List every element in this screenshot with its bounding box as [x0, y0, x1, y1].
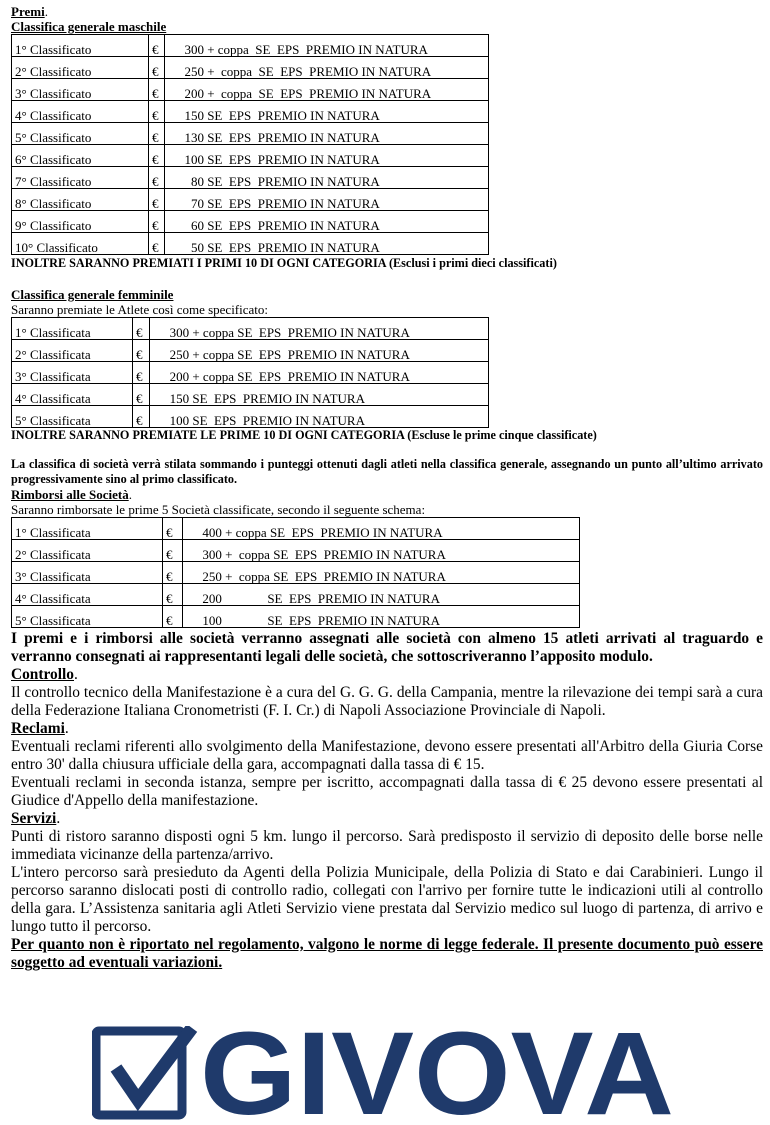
givova-logo-graphic [92, 1026, 678, 1120]
cell-val: 300 + coppa SE EPS PREMIO IN NATURA [165, 35, 489, 57]
table-row [12, 518, 580, 540]
societa-paragraph: La classifica di società verrà stilata sommando i punteggi ottenuti dagli atleti nella classifica generale, assegnando un punto all’ultimo arrivato progressivamente sino al primo classificato. [11, 457, 763, 486]
cell-cur: € [163, 518, 183, 540]
cell-pos: 8° Classificato [12, 189, 149, 211]
logo-wordmark: GIVOVA [200, 1026, 674, 1120]
cell-pos: 4° Classificato [12, 101, 149, 123]
table-row [12, 384, 489, 406]
cell-pos: 1° Classificato [12, 35, 149, 57]
table-row [12, 233, 489, 255]
cell-val: 200 + coppa SE EPS PREMIO IN NATURA [165, 79, 489, 101]
premi-societa-paragraph: I premi e i rimborsi alle società verranno assegnati alle società con almeno 15 atleti arrivati al traguardo e verranno consegnati ai rappresentanti legali delle società, che sottoscriveranno l’apposito modulo. [11, 630, 763, 665]
cell-pos: 3° Classificata [12, 562, 163, 584]
cell-val: 200 + coppa SE EPS PREMIO IN NATURA [150, 362, 489, 384]
servizi-paragraph-1: Punti di ristoro saranno disposti ogni 5 km. lungo il percorso. Sarà predisposto il servizio di deposito delle borse nelle immediata vicinanze della partenza/arrivo. [11, 828, 763, 863]
table-row [12, 211, 489, 233]
table-row [12, 362, 489, 384]
givova-logo [92, 1026, 678, 1120]
cell-cur: € [133, 318, 150, 340]
cell-val: 400 + coppa SE EPS PREMIO IN NATURA [183, 518, 580, 540]
table-row [12, 584, 580, 606]
femminile-title: Classifica generale femminile [11, 287, 174, 302]
cell-pos: 3° Classificata [12, 362, 133, 384]
maschile-title: Classifica generale maschile [11, 19, 167, 34]
servizi-paragraph-2: L'intero percorso sarà presieduto da Agenti della Polizia Municipale, della Polizia di Stato e dai Carabinieri. Lungo il percorso saranno dislocati posti di controllo radio, collegati con l'arrivo per fornire tutte le indicazioni utili al controllo della gara. L’Assistenza sanitaria agli Atleti Servizio viene prestata dal Servizio medico sul luogo di partenza, di arrivo e lungo tutto il percorso. [11, 864, 763, 935]
reclami-paragraph-1: Eventuali reclami riferenti allo svolgimento della Manifestazione, devono essere presentati all'Arbitro della Giuria Corse entro 30' dalla chiusura ufficiale della gara, accompagnati dalla tassa di € 15. [11, 738, 763, 773]
cell-val: 300 + coppa SE EPS PREMIO IN NATURA [183, 540, 580, 562]
controllo-paragraph: Il controllo tecnico della Manifestazione è a cura del G. G. G. della Campania, mentre la rilevazione dei tempi sarà a cura della Federazione Italiana Cronometristi (F. I. Cr.) di Napoli Associazione Provinciale di Napoli. [11, 684, 763, 719]
cell-pos: 10° Classificato [12, 233, 149, 255]
cell-cur: € [163, 540, 183, 562]
rimborsi-prize-table [11, 517, 580, 628]
cell-pos: 5° Classificata [12, 406, 133, 428]
cell-pos: 5° Classificato [12, 123, 149, 145]
cell-val: 100 SE EPS PREMIO IN NATURA [165, 145, 489, 167]
femminile-intro: Saranno premiate le Atlete così come specificato: [11, 302, 269, 317]
table-row [12, 57, 489, 79]
cell-cur: € [149, 189, 165, 211]
table-row [12, 406, 489, 428]
table-row [12, 145, 489, 167]
cell-cur: € [133, 406, 150, 428]
cell-pos: 5° Classificata [12, 606, 163, 628]
cell-val: 70 SE EPS PREMIO IN NATURA [165, 189, 489, 211]
body-text [11, 630, 763, 972]
cell-val: 200 SE EPS PREMIO IN NATURA [183, 584, 580, 606]
table-row [12, 540, 580, 562]
table-row [12, 123, 489, 145]
cell-cur: € [149, 101, 165, 123]
cell-pos: 2° Classificata [12, 340, 133, 362]
cell-val: 150 SE EPS PREMIO IN NATURA [150, 384, 489, 406]
cell-pos: 4° Classificata [12, 584, 163, 606]
cell-val: 150 SE EPS PREMIO IN NATURA [165, 101, 489, 123]
cell-val: 250 + coppa SE EPS PREMIO IN NATURA [150, 340, 489, 362]
femminile-note: INOLTRE SARANNO PREMIATE LE PRIME 10 DI OGNI CATEGORIA (Escluse le prime cinque classificate) [11, 428, 597, 442]
cell-pos: 1° Classificata [12, 518, 163, 540]
maschile-note: INOLTRE SARANNO PREMIATI I PRIMI 10 DI OGNI CATEGORIA (Esclusi i primi dieci classificati) [11, 256, 557, 270]
table-row [12, 189, 489, 211]
table-row [12, 606, 580, 628]
table-row [12, 318, 489, 340]
cell-cur: € [163, 606, 183, 628]
reclami-paragraph-2: Eventuali reclami in seconda istanza, sempre per iscritto, accompagnati dalla tassa di € 25 devono essere presentati al Giudice d'Appello della manifestazione. [11, 774, 763, 809]
cell-pos: 2° Classificato [12, 57, 149, 79]
cell-cur: € [149, 79, 165, 101]
cell-cur: € [149, 167, 165, 189]
cell-cur: € [149, 145, 165, 167]
cell-val: 250 + coppa SE EPS PREMIO IN NATURA [165, 57, 489, 79]
maschile-prize-table [11, 34, 489, 255]
cell-cur: € [133, 340, 150, 362]
cell-cur: € [133, 362, 150, 384]
table-row [12, 101, 489, 123]
document-page [11, 4, 763, 972]
cell-cur: € [149, 35, 165, 57]
cell-cur: € [149, 123, 165, 145]
femminile-prize-table [11, 317, 489, 428]
cell-cur: € [149, 233, 165, 255]
cell-pos: 2° Classificata [12, 540, 163, 562]
cell-val: 80 SE EPS PREMIO IN NATURA [165, 167, 489, 189]
table-row [12, 167, 489, 189]
servizi-heading: Servizi. [11, 810, 61, 827]
cell-cur: € [163, 584, 183, 606]
cell-cur: € [149, 211, 165, 233]
cell-cur: € [133, 384, 150, 406]
premi-heading: Premi. [11, 4, 48, 19]
cell-pos: 3° Classificato [12, 79, 149, 101]
controllo-heading: Controllo. [11, 666, 78, 683]
cell-cur: € [149, 57, 165, 79]
table-row [12, 79, 489, 101]
rimborsi-heading: Rimborsi alle Società. [11, 487, 132, 502]
table-row [12, 35, 489, 57]
cell-val: 250 + coppa SE EPS PREMIO IN NATURA [183, 562, 580, 584]
cell-pos: 1° Classificata [12, 318, 133, 340]
rimborsi-intro: Saranno rimborsate le prime 5 Società classificate, secondo il seguente schema: [11, 502, 426, 517]
cell-pos: 7° Classificato [12, 167, 149, 189]
cell-val: 50 SE EPS PREMIO IN NATURA [165, 233, 489, 255]
cell-cur: € [163, 562, 183, 584]
cell-val: 300 + coppa SE EPS PREMIO IN NATURA [150, 318, 489, 340]
table-row [12, 340, 489, 362]
cell-pos: 4° Classificata [12, 384, 133, 406]
closing-paragraph: Per quanto non è riportato nel regolamento, valgono le norme di legge federale. Il presente documento può essere soggetto ad eventuali variazioni. [11, 936, 763, 971]
cell-val: 100 SE EPS PREMIO IN NATURA [150, 406, 489, 428]
cell-val: 100 SE EPS PREMIO IN NATURA [183, 606, 580, 628]
cell-pos: 9° Classificato [12, 211, 149, 233]
table-row [12, 562, 580, 584]
cell-val: 60 SE EPS PREMIO IN NATURA [165, 211, 489, 233]
reclami-heading: Reclami. [11, 720, 69, 737]
cell-val: 130 SE EPS PREMIO IN NATURA [165, 123, 489, 145]
cell-pos: 6° Classificato [12, 145, 149, 167]
